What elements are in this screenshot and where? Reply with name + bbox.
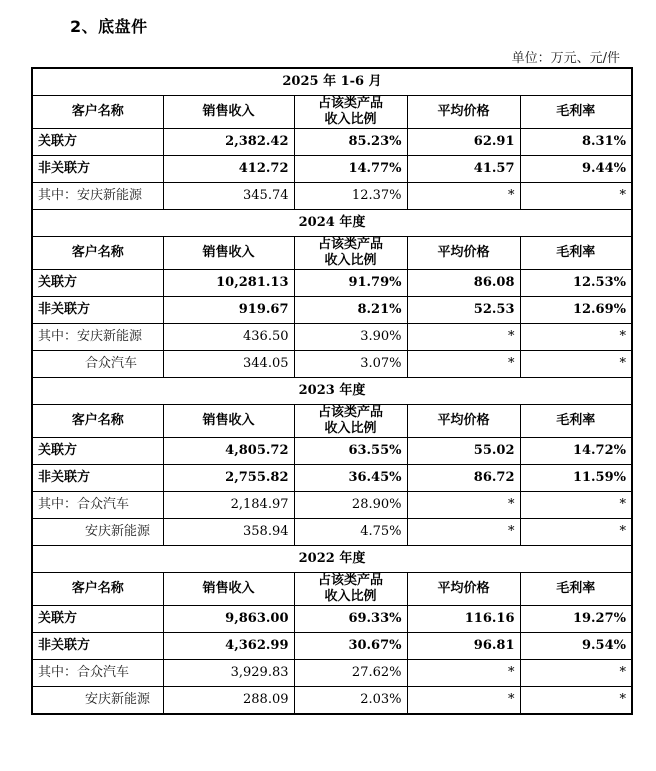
column-header-text: 收入比例 (324, 589, 377, 604)
revenue-ratio: 85.23% (294, 129, 407, 156)
column-header-text: 占该类产品 (317, 96, 383, 111)
column-header (294, 405, 407, 438)
table-row (32, 465, 632, 492)
column-header-text: 毛利率 (556, 413, 596, 428)
column-header-text: 毛利率 (556, 104, 596, 119)
column-header (294, 237, 407, 270)
period-row (32, 378, 632, 405)
column-header-text: 收入比例 (324, 421, 377, 436)
column-header-row (32, 237, 632, 270)
column-header (407, 405, 520, 438)
sales-revenue: 919.67 (163, 297, 294, 324)
average-price: 41.57 (407, 156, 520, 183)
column-header-text: 平均价格 (437, 413, 490, 428)
column-header-text: 占该类产品 (317, 405, 383, 420)
revenue-ratio: 30.67% (294, 633, 407, 660)
customer-name: 非关联方 (32, 465, 163, 492)
period-label: 2023 年度 (32, 378, 632, 405)
column-header (520, 237, 632, 270)
sales-revenue: 4,805.72 (163, 438, 294, 465)
column-header-text: 占该类产品 (317, 237, 383, 252)
gross-margin: 14.72% (520, 438, 632, 465)
sales-revenue: 10,281.13 (163, 270, 294, 297)
column-header-text: 客户名称 (71, 413, 124, 428)
average-price: * (407, 351, 520, 378)
average-price: * (407, 519, 520, 546)
unit-note: 单位：万元、元/件 (511, 51, 620, 66)
table-row (32, 606, 632, 633)
table-row (32, 183, 632, 210)
column-header (407, 573, 520, 606)
sales-revenue: 436.50 (163, 324, 294, 351)
sales-revenue: 2,382.42 (163, 129, 294, 156)
table-row (32, 297, 632, 324)
revenue-ratio: 3.90% (294, 324, 407, 351)
sales-revenue: 288.09 (163, 687, 294, 715)
revenue-ratio: 27.62% (294, 660, 407, 687)
column-header (163, 237, 294, 270)
average-price: 86.08 (407, 270, 520, 297)
customer-name: 关联方 (32, 270, 163, 297)
column-header-text: 销售收入 (202, 104, 255, 119)
average-price: 52.53 (407, 297, 520, 324)
sales-revenue: 2,184.97 (163, 492, 294, 519)
revenue-ratio: 69.33% (294, 606, 407, 633)
average-price: * (407, 324, 520, 351)
average-price: 55.02 (407, 438, 520, 465)
gross-margin: 9.44% (520, 156, 632, 183)
chassis-sales-table (31, 67, 633, 715)
column-header-text: 毛利率 (556, 245, 596, 260)
gross-margin: 19.27% (520, 606, 632, 633)
column-header (163, 573, 294, 606)
customer-name: 安庆新能源 (32, 519, 163, 546)
sales-revenue: 2,755.82 (163, 465, 294, 492)
revenue-ratio: 36.45% (294, 465, 407, 492)
gross-margin: * (520, 351, 632, 378)
sales-revenue: 412.72 (163, 156, 294, 183)
gross-margin: * (520, 324, 632, 351)
table-row (32, 492, 632, 519)
table-row (32, 324, 632, 351)
sales-revenue: 9,863.00 (163, 606, 294, 633)
revenue-ratio: 14.77% (294, 156, 407, 183)
period-label: 2024 年度 (32, 210, 632, 237)
table-row (32, 519, 632, 546)
column-header-text: 收入比例 (324, 112, 377, 127)
column-header (163, 96, 294, 129)
column-header-text: 销售收入 (202, 581, 255, 596)
average-price: * (407, 492, 520, 519)
revenue-ratio: 4.75% (294, 519, 407, 546)
gross-margin: 8.31% (520, 129, 632, 156)
table-row (32, 687, 632, 715)
period-label: 2025 年 1-6 月 (32, 68, 632, 96)
gross-margin: * (520, 492, 632, 519)
average-price: 116.16 (407, 606, 520, 633)
table-body (32, 68, 632, 714)
sales-revenue: 358.94 (163, 519, 294, 546)
average-price: * (407, 660, 520, 687)
sales-revenue: 344.05 (163, 351, 294, 378)
column-header (520, 96, 632, 129)
column-header-text: 平均价格 (437, 581, 490, 596)
gross-margin: 9.54% (520, 633, 632, 660)
column-header-text: 收入比例 (324, 253, 377, 268)
column-header-row (32, 573, 632, 606)
revenue-ratio: 2.03% (294, 687, 407, 715)
section-heading: 2、底盘件 (70, 17, 148, 36)
column-header (520, 405, 632, 438)
revenue-ratio: 3.07% (294, 351, 407, 378)
column-header-text: 平均价格 (437, 104, 490, 119)
customer-name: 其中：安庆新能源 (32, 324, 163, 351)
gross-margin: * (520, 660, 632, 687)
customer-name: 关联方 (32, 438, 163, 465)
sales-revenue: 3,929.83 (163, 660, 294, 687)
period-row (32, 546, 632, 573)
period-row (32, 68, 632, 96)
average-price: 96.81 (407, 633, 520, 660)
customer-name: 非关联方 (32, 297, 163, 324)
table-row (32, 129, 632, 156)
column-header (520, 573, 632, 606)
table-row (32, 156, 632, 183)
column-header (32, 237, 163, 270)
column-header-row (32, 405, 632, 438)
period-row (32, 210, 632, 237)
gross-margin: * (520, 519, 632, 546)
column-header (407, 96, 520, 129)
gross-margin: 12.69% (520, 297, 632, 324)
table-row (32, 438, 632, 465)
revenue-ratio: 8.21% (294, 297, 407, 324)
column-header-text: 平均价格 (437, 245, 490, 260)
column-header (294, 96, 407, 129)
column-header-text: 毛利率 (556, 581, 596, 596)
average-price: * (407, 183, 520, 210)
column-header (407, 237, 520, 270)
column-header-text: 客户名称 (71, 104, 124, 119)
customer-name: 关联方 (32, 606, 163, 633)
column-header (32, 573, 163, 606)
column-header-text: 销售收入 (202, 245, 255, 260)
revenue-ratio: 28.90% (294, 492, 407, 519)
table-row (32, 351, 632, 378)
revenue-ratio: 63.55% (294, 438, 407, 465)
gross-margin: * (520, 183, 632, 210)
column-header (32, 405, 163, 438)
column-header (32, 96, 163, 129)
column-header-text: 客户名称 (71, 245, 124, 260)
average-price: * (407, 687, 520, 715)
customer-name: 其中：安庆新能源 (32, 183, 163, 210)
sales-revenue: 4,362.99 (163, 633, 294, 660)
gross-margin: 11.59% (520, 465, 632, 492)
revenue-ratio: 91.79% (294, 270, 407, 297)
customer-name: 其中：合众汽车 (32, 492, 163, 519)
customer-name: 安庆新能源 (32, 687, 163, 715)
average-price: 62.91 (407, 129, 520, 156)
customer-name: 非关联方 (32, 156, 163, 183)
column-header-text: 销售收入 (202, 413, 255, 428)
column-header-row (32, 96, 632, 129)
average-price: 86.72 (407, 465, 520, 492)
table-row (32, 660, 632, 687)
gross-margin: * (520, 687, 632, 715)
table-row (32, 270, 632, 297)
customer-name: 非关联方 (32, 633, 163, 660)
column-header (294, 573, 407, 606)
column-header (163, 405, 294, 438)
period-label: 2022 年度 (32, 546, 632, 573)
column-header-text: 客户名称 (71, 581, 124, 596)
sales-revenue: 345.74 (163, 183, 294, 210)
table-row (32, 633, 632, 660)
customer-name: 关联方 (32, 129, 163, 156)
column-header-text: 占该类产品 (317, 573, 383, 588)
customer-name: 合众汽车 (32, 351, 163, 378)
customer-name: 其中：合众汽车 (32, 660, 163, 687)
revenue-ratio: 12.37% (294, 183, 407, 210)
gross-margin: 12.53% (520, 270, 632, 297)
